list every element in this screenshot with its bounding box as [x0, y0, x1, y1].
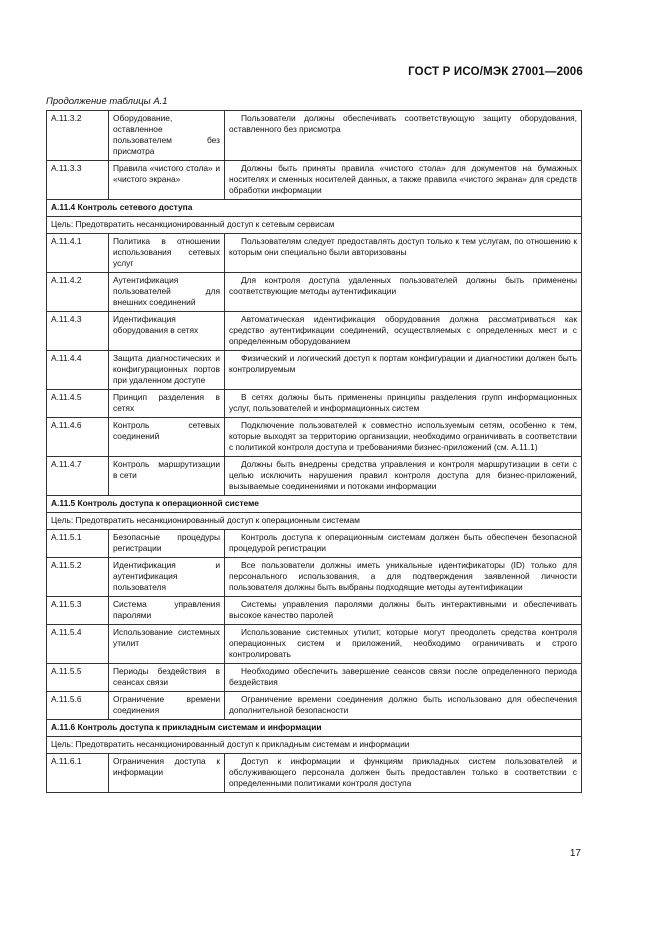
section-row — [47, 200, 582, 217]
control-code: А.11.5.5 — [47, 664, 109, 692]
control-name: Идентификация оборудования в сетях — [109, 312, 225, 351]
control-description: Необходимо обеспечить завершение сеансов связи после определенного периода бездействия — [225, 664, 582, 692]
control-description: Ограничение времени соединения должно быть использовано для обеспечения дополнительной безопасности — [225, 692, 582, 720]
control-description: Доступ к информации и функциям прикладных систем пользователей и обслуживающего персонала должен быть предоставлен только в соответствии с определенными политиками контроля доступа — [225, 754, 582, 793]
table-row — [47, 312, 582, 351]
control-code: А.11.5.3 — [47, 597, 109, 625]
table-row — [47, 457, 582, 496]
table-row — [47, 111, 582, 161]
control-name: Контроль маршрутизации в сети — [109, 457, 225, 496]
section-heading: А.11.6 Контроль доступа к прикладным системам и информации — [47, 720, 582, 737]
table-row — [47, 161, 582, 200]
table-row — [47, 234, 582, 273]
control-code: А.11.4.1 — [47, 234, 109, 273]
table-row — [47, 530, 582, 558]
control-code: А.11.5.1 — [47, 530, 109, 558]
control-description: Использование системных утилит, которые могут преодолеть средства контроля операционных систем и приложений, необходимо ограничивать и строго контролировать — [225, 625, 582, 664]
control-description: Для контроля доступа удаленных пользователей должны быть применены соответствующие методы аутентификации — [225, 273, 582, 312]
control-description: Пользователи должны обеспечивать соответствующую защиту оборудования, оставленного без присмотра — [225, 111, 582, 161]
control-name: Контроль сетевых соединений — [109, 418, 225, 457]
control-name: Система управления паролями — [109, 597, 225, 625]
control-description: Автоматическая идентификация оборудования должна рассматриваться как средство аутентификации соединений, осуществляемых с определенных мест и с определенным оборудованием — [225, 312, 582, 351]
section-row — [47, 496, 582, 513]
control-code: А.11.3.3 — [47, 161, 109, 200]
control-code: А.11.4.6 — [47, 418, 109, 457]
table-row — [47, 351, 582, 390]
table-row — [47, 692, 582, 720]
table-row — [47, 418, 582, 457]
table-row — [47, 390, 582, 418]
table-row — [47, 625, 582, 664]
control-description: Контроль доступа к операционным системам должен быть обеспечен безопасной процедурой регистрации — [225, 530, 582, 558]
section-heading: А.11.5 Контроль доступа к операционной системе — [47, 496, 582, 513]
goal-row — [47, 513, 582, 530]
control-name: Оборудование, оставленное пользователем без присмотра — [109, 111, 225, 161]
table-row — [47, 273, 582, 312]
control-description: Подключение пользователей к совместно используемым сетям, особенно к тем, которые выходят за территорию организации, необходимо ограничивать в соответствии с политикой контроля доступа и требованиями бизнес-приложений (см. А.11.1) — [225, 418, 582, 457]
control-name: Ограничения доступа к информации — [109, 754, 225, 793]
control-description: В сетях должны быть применены принципы разделения групп информационных услуг, пользователей и информационных систем — [225, 390, 582, 418]
table-row — [47, 558, 582, 597]
control-name: Аутентификация пользователей для внешних соединений — [109, 273, 225, 312]
control-code: А.11.6.1 — [47, 754, 109, 793]
control-code: А.11.5.2 — [47, 558, 109, 597]
goal-row — [47, 737, 582, 754]
section-row — [47, 720, 582, 737]
control-description: Системы управления паролями должны быть интерактивными и обеспечивать высокое качество паролей — [225, 597, 582, 625]
control-code: А.11.4.7 — [47, 457, 109, 496]
section-goal: Цель: Предотвратить несанкционированный доступ к прикладным системам и информации — [47, 737, 582, 754]
section-heading: А.11.4 Контроль сетевого доступа — [47, 200, 582, 217]
control-code: А.11.5.4 — [47, 625, 109, 664]
table-row — [47, 754, 582, 793]
control-description: Должны быть внедрены средства управления и контроля маршрутизации в сети с целью исключить нарушения правил контроля доступа для бизнес-приложений, вызываемые соединениями и потоками информации — [225, 457, 582, 496]
table-row — [47, 597, 582, 625]
control-name: Безопасные процедуры регистрации — [109, 530, 225, 558]
control-description: Физический и логический доступ к портам конфигурации и диагностики должен быть контролируемым — [225, 351, 582, 390]
table-caption: Продолжение таблицы А.1 — [46, 96, 168, 107]
table-body — [47, 111, 582, 793]
control-description: Все пользователи должны иметь уникальные идентификаторы (ID) только для персонального использования, а для подтверждения заявленной личности пользователя должны быть выбраны подходящие методы аутентификации — [225, 558, 582, 597]
document-header: ГОСТ Р ИСО/МЭК 27001—2006 — [408, 66, 583, 78]
page-number: 17 — [569, 848, 581, 859]
table-row — [47, 664, 582, 692]
controls-table — [46, 110, 582, 793]
control-code: А.11.4.5 — [47, 390, 109, 418]
section-goal: Цель: Предотвратить несанкционированный доступ к операционным системам — [47, 513, 582, 530]
control-name: Идентификация и аутентификация пользователя — [109, 558, 225, 597]
control-name: Политика в отношении использования сетевых услуг — [109, 234, 225, 273]
control-code: А.11.4.3 — [47, 312, 109, 351]
control-code: А.11.3.2 — [47, 111, 109, 161]
goal-row — [47, 217, 582, 234]
control-name: Использование системных утилит — [109, 625, 225, 664]
control-name: Периоды бездействия в сеансах связи — [109, 664, 225, 692]
control-name: Ограничение времени соединения — [109, 692, 225, 720]
control-description: Должны быть приняты правила «чистого стола» для документов на бумажных носителях и сменных носителей данных, а также правила «чистого экрана» для средств обработки информации — [225, 161, 582, 200]
control-code: А.11.5.6 — [47, 692, 109, 720]
control-description: Пользователям следует предоставлять доступ только к тем услугам, по отношению к которым они специально были авторизованы — [225, 234, 582, 273]
control-name: Правила «чистого стола» и «чистого экрана» — [109, 161, 225, 200]
control-name: Защита диагностических и конфигурационных портов при удаленном доступе — [109, 351, 225, 390]
control-name: Принцип разделения в сетях — [109, 390, 225, 418]
control-code: А.11.4.2 — [47, 273, 109, 312]
control-code: А.11.4.4 — [47, 351, 109, 390]
section-goal: Цель: Предотвратить несанкционированный доступ к сетевым сервисам — [47, 217, 582, 234]
